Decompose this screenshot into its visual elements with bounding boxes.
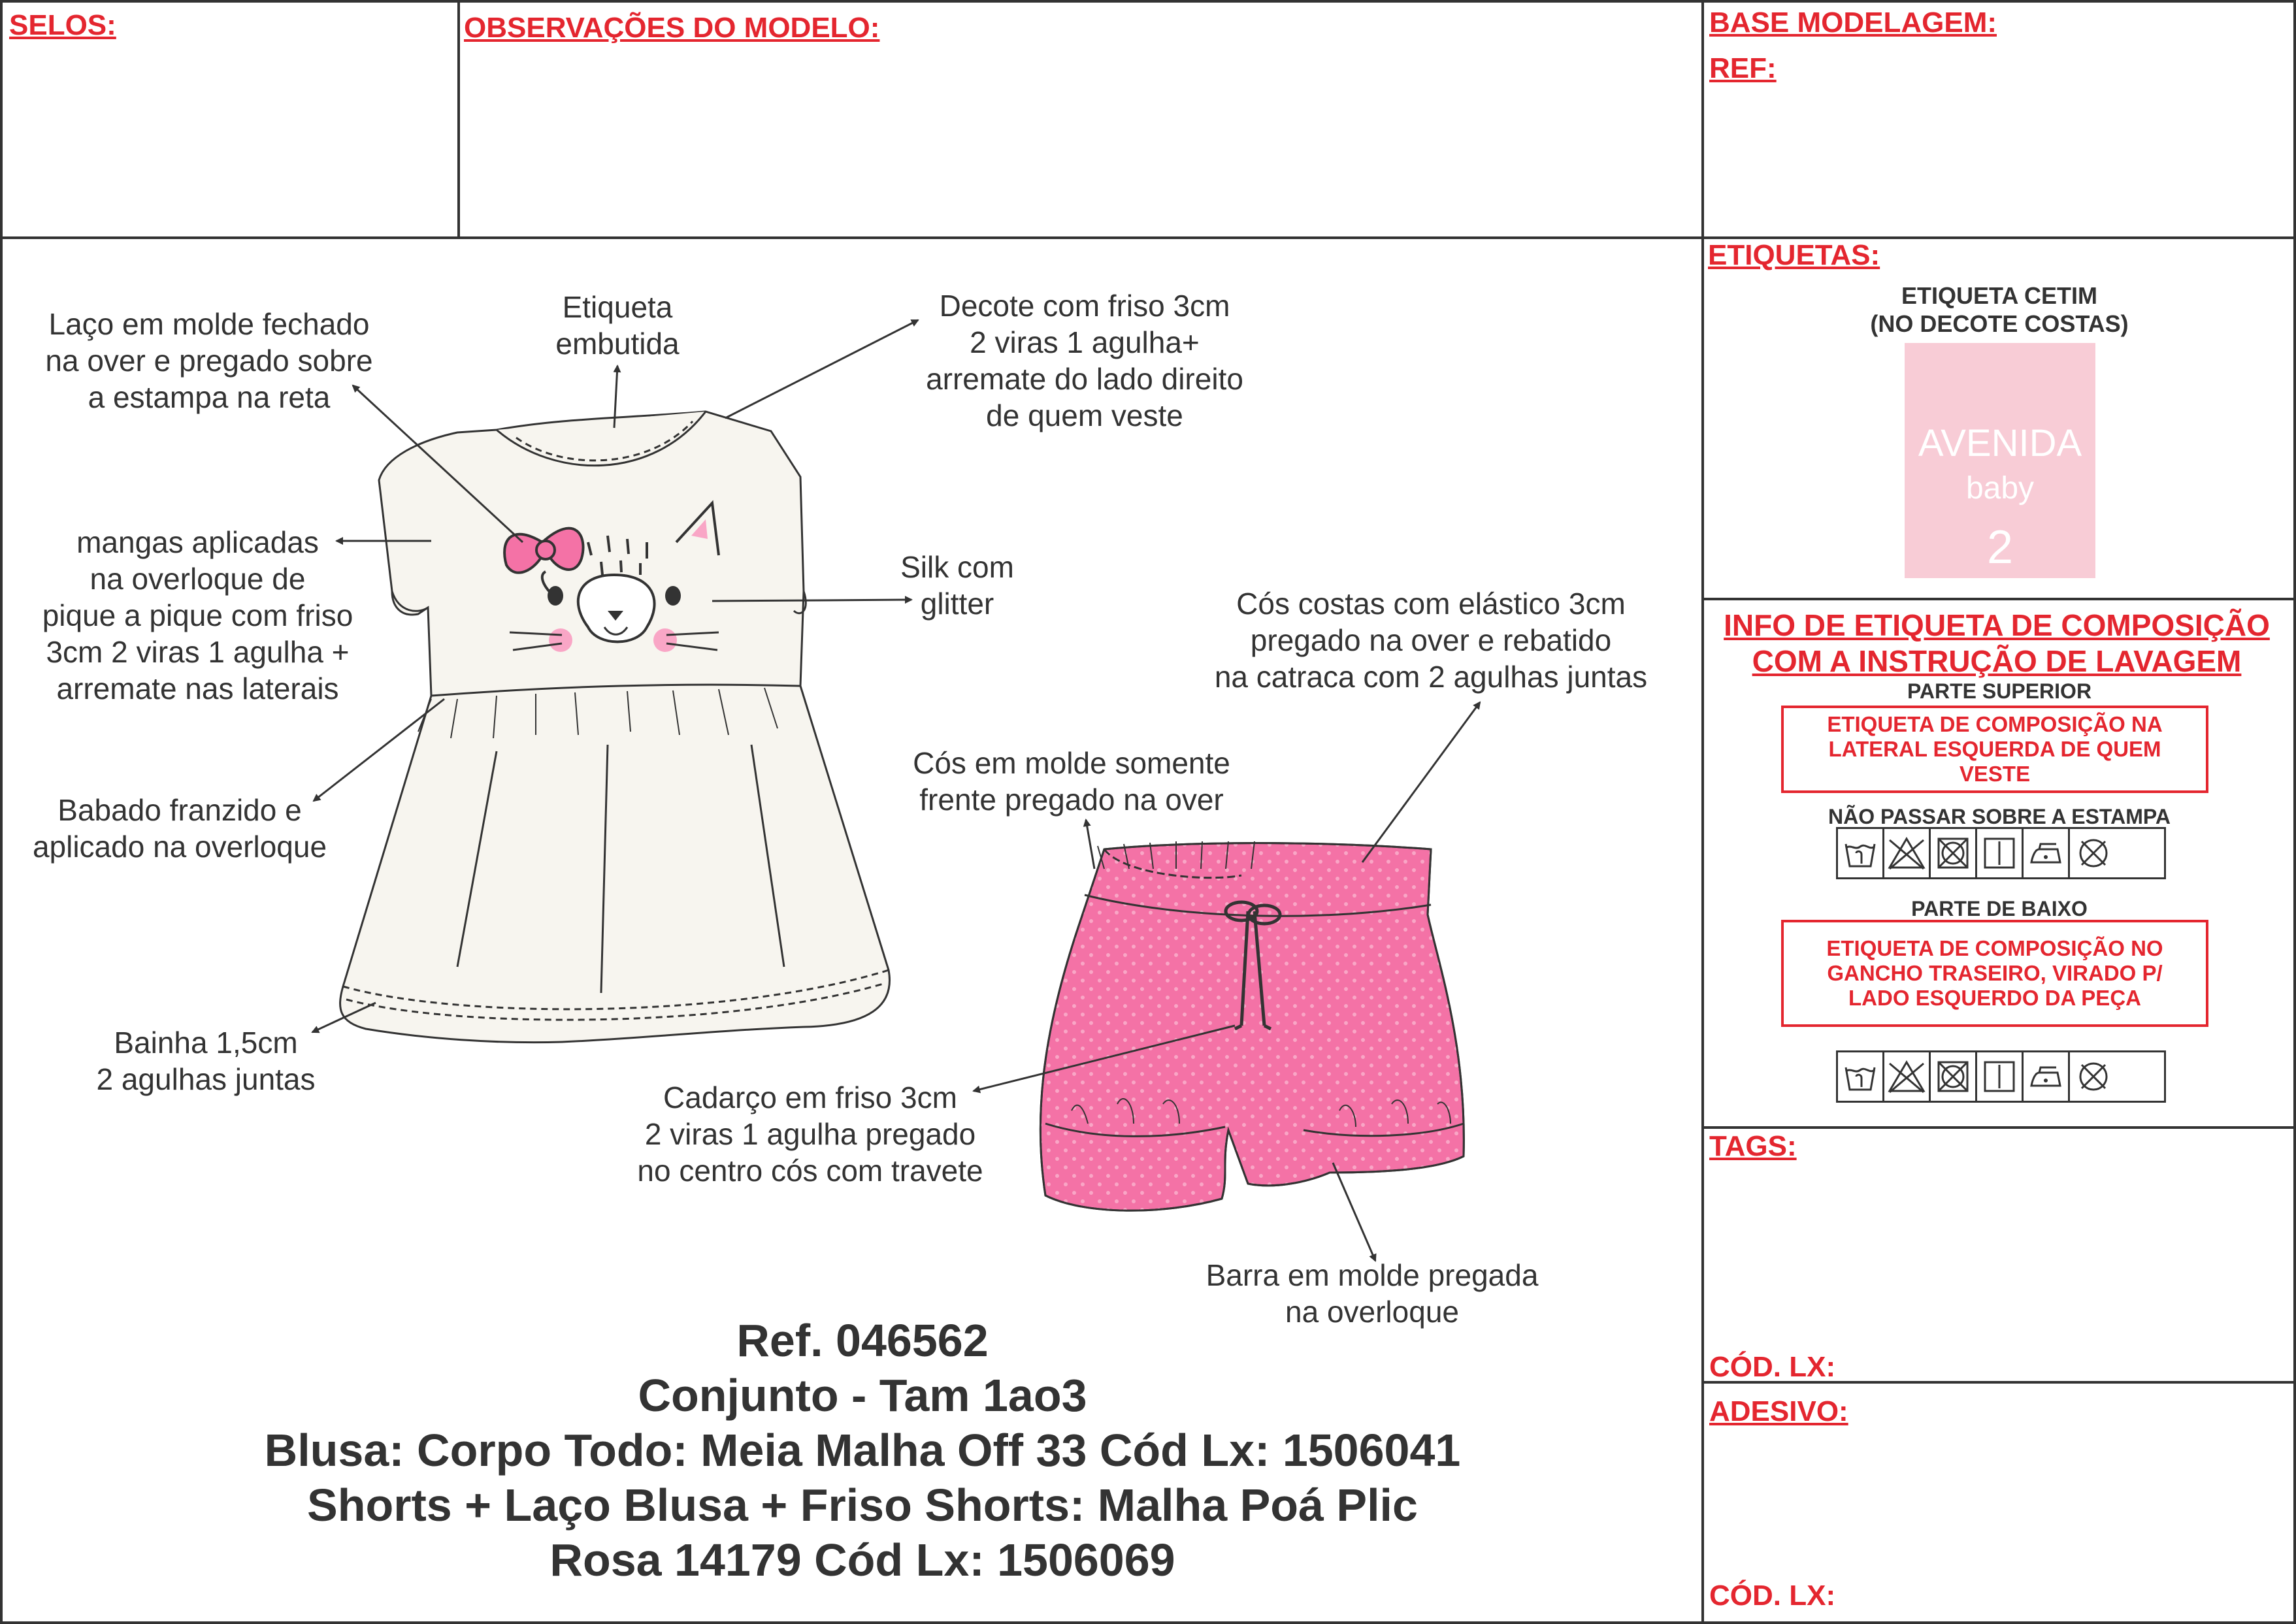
note-bainha-line: 2 agulhas juntas — [96, 1062, 316, 1096]
note-barra-line: na overloque — [1285, 1295, 1459, 1329]
shorts-drawing — [1040, 841, 1464, 1210]
note-cos-molde-line: frente pregado na over — [919, 783, 1224, 817]
note-mangas-line: na overloque de — [90, 562, 306, 596]
parte-baixo-label: PARTE DE BAIXO — [1911, 897, 2088, 920]
note-cos-costas-line: Cós costas com elástico 3cm — [1236, 587, 1626, 621]
note-cos-costas — [1189, 585, 1673, 695]
note-decote-line: de quem veste — [986, 398, 1183, 432]
note-decote-line: Decote com friso 3cm — [939, 289, 1230, 323]
note-cadarco-line: Cadarço em friso 3cm — [663, 1080, 957, 1114]
no-dry-clean-icon — [2070, 829, 2116, 877]
note-mangas-line: mangas aplicadas — [76, 525, 319, 559]
care-icons-top — [1836, 827, 2166, 879]
adesivo-label: ADESIVO: — [1709, 1395, 1848, 1427]
sidebar-line-3 — [1701, 1126, 2296, 1129]
line-dry-icon — [1977, 829, 2024, 877]
note-cos-costas-line: na catraca com 2 agulhas juntas — [1214, 660, 1648, 694]
note-laco-line: a estampa na reta — [88, 380, 331, 414]
ref-number: Ref. 046562 — [736, 1315, 989, 1366]
etiqueta-cetim-subtitle: (NO DECOTE COSTAS) — [1870, 310, 2129, 337]
note-cos-molde — [876, 745, 1268, 818]
brand-label-sample — [1905, 343, 2095, 578]
note-silk-line: Silk com — [900, 550, 1014, 584]
observacoes-label: OBSERVAÇÕES DO MODELO: — [464, 12, 880, 44]
brand-name: AVENIDA — [1918, 422, 2082, 464]
note-etiqueta — [523, 289, 712, 362]
arrow-decote — [725, 320, 918, 418]
etiqueta-cetim-title: ETIQUETA CETIM — [1901, 282, 2097, 309]
brand-subname: baby — [1965, 471, 2035, 506]
wash-30-icon — [1838, 829, 1884, 877]
note-babado — [13, 792, 346, 865]
arrow-cos-molde — [1086, 820, 1094, 869]
iron-low-icon — [2024, 829, 2070, 877]
no-bleach-icon — [1884, 1052, 1931, 1101]
parte-superior-label: PARTE SUPERIOR — [1907, 679, 2092, 703]
set-name: Conjunto - Tam 1ao3 — [638, 1370, 1087, 1421]
note-laco-line: na over e pregado sobre — [45, 344, 373, 378]
note-silk — [876, 549, 1039, 622]
selos-label: SELOS: — [9, 9, 116, 41]
note-etiqueta-line: Etiqueta — [562, 290, 673, 324]
ref-label: REF: — [1709, 52, 1777, 84]
note-barra-line: Barra em molde pregada — [1205, 1258, 1539, 1292]
base-modelagem-label: BASE MODELAGEM: — [1709, 7, 1997, 39]
note-mangas-line: pique a pique com friso — [42, 598, 353, 632]
nao-passar-label: NÃO PASSAR SOBRE A ESTAMPA — [1828, 805, 2171, 828]
note-bainha-line: Bainha 1,5cm — [114, 1026, 298, 1060]
no-bleach-icon — [1884, 829, 1931, 877]
arrow-barra — [1333, 1163, 1375, 1261]
info-title-line1: INFO DE ETIQUETA DE COMPOSIÇÃO — [1724, 608, 2270, 642]
note-cadarco — [608, 1079, 1013, 1189]
note-decote-line: 2 viras 1 agulha+ — [970, 325, 1200, 359]
care-icons-bottom — [1836, 1050, 2166, 1103]
note-mangas-line: arremate nas laterais — [56, 672, 339, 706]
product-title — [196, 1313, 1529, 1587]
sidebar-line-2 — [1701, 598, 2296, 600]
note-babado-line: aplicado na overloque — [32, 830, 327, 864]
note-cadarco-line: no centro cós com travete — [637, 1154, 983, 1188]
note-laco — [26, 306, 392, 415]
fabric-line-3: Rosa 14179 Cód Lx: 1506069 — [549, 1535, 1175, 1585]
iron-low-icon — [2024, 1052, 2070, 1101]
note-cadarco-line: 2 viras 1 agulha pregado — [644, 1117, 976, 1151]
note-etiqueta-line: embutida — [555, 327, 680, 361]
tags-label: TAGS: — [1709, 1130, 1797, 1162]
note-mangas-line: 3cm 2 viras 1 agulha + — [46, 635, 350, 669]
note-cos-molde-line: Cós em molde somente — [913, 746, 1230, 780]
blouse-drawing — [340, 412, 890, 1043]
note-bainha — [65, 1024, 346, 1097]
composicao-superior-box: ETIQUETA DE COMPOSIÇÃO NA LATERAL ESQUERDA DE QUEM VESTE — [1781, 706, 2208, 793]
no-tumble-dry-icon — [1931, 1052, 1977, 1101]
line-dry-icon — [1977, 1052, 2024, 1101]
note-cos-costas-line: pregado na over e rebatido — [1250, 623, 1612, 657]
fabric-line-1: Blusa: Corpo Todo: Meia Malha Off 33 Cód Lx: 1506041 — [264, 1425, 1461, 1476]
fabric-line-2: Shorts + Laço Blusa + Friso Shorts: Malha Poá Plic — [307, 1480, 1418, 1531]
note-mangas — [20, 524, 376, 707]
note-decote-line: arremate do lado direito — [926, 362, 1243, 396]
note-silk-line: glitter — [920, 587, 994, 621]
info-title-line2: COM A INSTRUÇÃO DE LAVAGEM — [1752, 644, 2242, 678]
composicao-baixo-box: ETIQUETA DE COMPOSIÇÃO NO GANCHO TRASEIRO, VIRADO P/ LADO ESQUERDO DA PEÇA — [1781, 920, 2208, 1027]
no-dry-clean-icon — [2070, 1052, 2116, 1101]
etiquetas-label: ETIQUETAS: — [1708, 239, 1880, 271]
note-laco-line: Laço em molde fechado — [48, 307, 370, 341]
brand-size: 2 — [1986, 521, 2014, 574]
wash-30-icon — [1838, 1052, 1884, 1101]
arrow-cos-costas — [1362, 702, 1480, 862]
cod-lx-adesivo: CÓD. LX: — [1709, 1580, 1836, 1612]
no-tumble-dry-icon — [1931, 829, 1977, 877]
cod-lx-tags: CÓD. LX: — [1709, 1351, 1836, 1383]
note-babado-line: Babado franzido e — [57, 793, 302, 827]
note-decote — [902, 287, 1268, 434]
